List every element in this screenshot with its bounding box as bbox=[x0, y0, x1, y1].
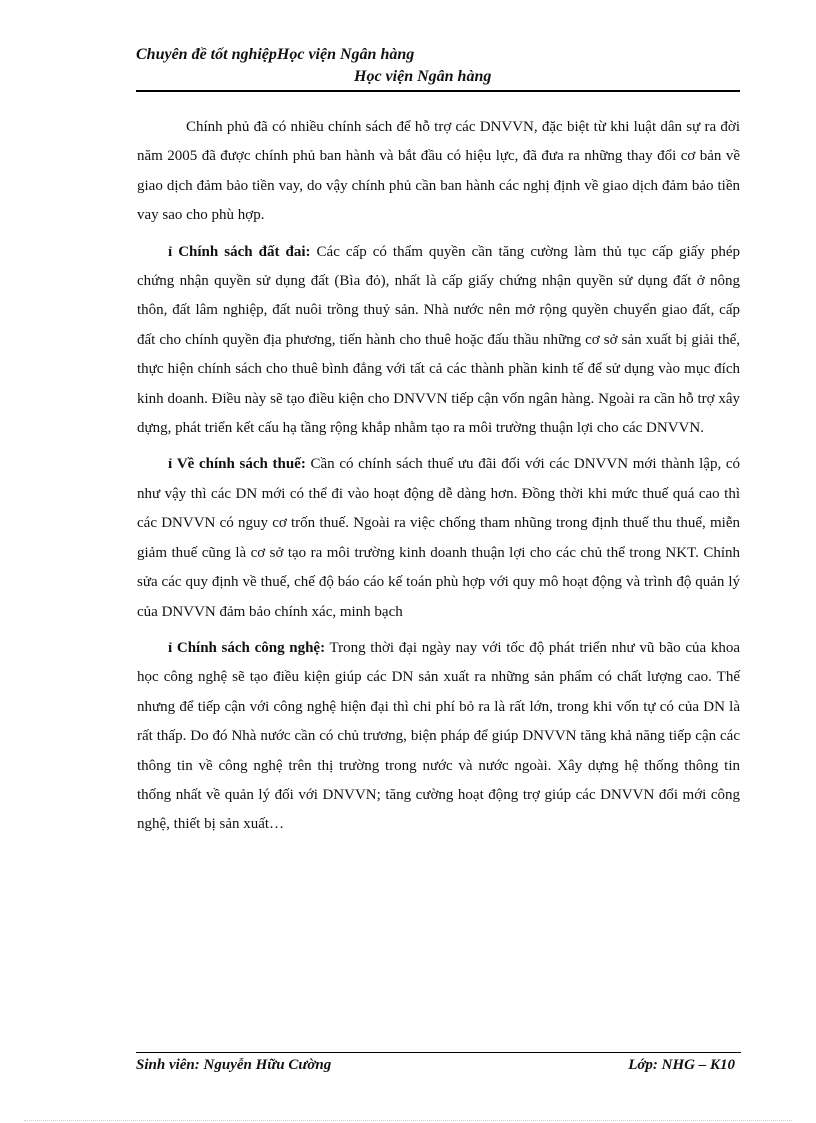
section-tax-policy bbox=[137, 450, 740, 626]
document-body bbox=[137, 113, 740, 847]
page-footer bbox=[136, 1052, 741, 1079]
bullet-marker: ỉ bbox=[168, 243, 173, 260]
section-heading: Về chính sách thuế: bbox=[176, 456, 306, 473]
intro-paragraph: Chính phủ đã có nhiều chính sách để hỗ trợ các DNVVN, đặc biệt từ khi luật dân sự ra đời năm 2005 đã được chính phủ ban hành và bắt đầu có hiệu lực, đã đưa ra những thay đổi cơ bản về giao dịch đảm bảo tiền vay, do vậy chính phủ cần ban hành các nghị định về giao dịch đảm bảo tiền vay sao cho phù hợp. bbox=[137, 119, 740, 224]
section-heading: Chính sách đất đai: bbox=[178, 243, 311, 260]
section-text: Trong thời đại ngày nay với tốc độ phát triển như vũ bão của khoa học công nghệ sẽ tạo điều kiện giúp các DN sản xuất ra những sản phẩm có chất lượng cao. Thế nhưng để tiếp cận với công nghệ hiện đại thì chi phí bỏ ra là rất lớn, trong khi vốn tự có của DN là rất thấp. Do đó Nhà nước cần có chủ trương, biện pháp để giúp DNVVN tăng khả năng tiếp cận các thông tin về công nghệ trên thị trường trong nước và nước ngoài. Xây dựng hệ thống thông tin thống nhất về quản lý đối với DNVVN; tăng cường hoạt động trợ giúp các DNVVN đổi mới công nghệ, thiết bị sản xuất… bbox=[137, 639, 741, 833]
page-edge-divider bbox=[24, 1120, 792, 1121]
section-text: Các cấp có thẩm quyền cần tăng cường làm thủ tục cấp giấy phép chứng nhận quyền sử dụng đất (Bìa đỏ), nhất là cấp giấy chứng nhận quyền sử dụng đất ở nông thôn, đất lâm nghiệp, đất nuôi trồng thuỷ sản. Nhà nước nên mở rộng quyền chuyển giao đất, cấp đất cho chính quyền địa phương, tiến hành cho thuê hoặc đấu thầu những cơ sở sản xuất bị giải thể, thực hiện chính sách cho thuê bình đẳng với tất cả các thành phần kinh tế để sử dụng vào mục đích kinh doanh. Điều này sẽ tạo điều kiện cho DNVVN tiếp cận vốn ngân hàng. Ngoài ra cần hỗ trợ xây dựng, phát triển kết cấu hạ tầng rộng khắp nhằm tạo ra môi trường thuận lợi cho các DNVVN. bbox=[137, 243, 740, 437]
header-line-2: Học viện Ngân hàng bbox=[354, 68, 492, 85]
bullet-marker: ỉ bbox=[168, 639, 173, 656]
bullet-marker: ỉ bbox=[168, 456, 173, 473]
page-header bbox=[136, 46, 740, 92]
section-heading: Chính sách công nghệ: bbox=[176, 639, 326, 656]
section-text: Cần có chính sách thuế ưu đãi đối với các DNVVN mới thành lập, có như vậy thì các DN mới có thể đi vào hoạt động dễ dàng hơn. Đồng thời khi mức thuế quá cao thì các DNVVN có nguy cơ trốn thuế. Ngoài ra việc chống tham nhũng trong định thuế thu thuế, miễn giảm thuế cũng là cơ sở tạo ra môi trường kinh doanh thuận lợi cho các chủ thể trong NKT. Chỉnh sửa các quy định về thuế, chế độ báo cáo kế toán phù hợp với quy mô hoạt động và trình độ quản lý của DNVVN đảm bảo chính xác, minh bạch bbox=[137, 456, 741, 620]
section-technology-policy bbox=[137, 634, 740, 840]
footer-student: Sinh viên: Nguyễn Hữu Cường bbox=[136, 1057, 332, 1073]
footer-class: Lớp: NHG – K10 bbox=[628, 1057, 735, 1073]
section-land-policy bbox=[137, 238, 740, 444]
header-rule bbox=[136, 90, 740, 92]
header-line-1: Chuyên đề tốt nghiệpHọc viện Ngân hàng bbox=[136, 46, 415, 63]
